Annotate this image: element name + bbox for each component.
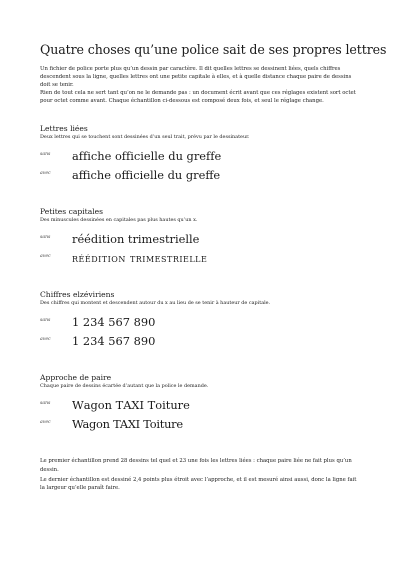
sample-text: Wagon TAXI Toiture: [72, 398, 190, 413]
sample-row: [40, 399, 361, 418]
section-description: Deux lettres qui se touchent sont dessinées d’un seul trait, prévu par le dessinateur.: [40, 134, 250, 141]
section-description: Chaque paire de dessins écartée d’autant que la police le demande.: [40, 383, 209, 390]
section-ligatures: [40, 124, 361, 188]
sample-label: sans: [40, 152, 51, 158]
conclusion: [40, 457, 361, 491]
sample-row: [40, 335, 361, 354]
section-small-caps: [40, 207, 361, 271]
sample-text: affiche officielle du greffe: [72, 149, 222, 164]
sample-text: Wagon TAXI Toiture: [72, 417, 183, 432]
sample-row: [40, 233, 361, 252]
section-kerning: [40, 373, 361, 437]
sample-label: sans: [40, 318, 51, 324]
sample-row: [40, 150, 361, 169]
sample-row: [40, 169, 361, 188]
sample-text: réédition trimestrielle: [72, 251, 208, 266]
sample-label: avec: [40, 171, 51, 177]
section-title: Approche de paire: [40, 373, 112, 383]
sample-label: avec: [40, 337, 51, 343]
intro-paragraph: Un fichier de police porte plus qu’un dessin par caractère. Il dit quelles lettres se dessinent liées, quels chiffres descendent sous la ligne, quelles lettres ont une petite capitale à elles, et à quelle distance chaque paire de dessins doit se tenir.: [40, 66, 352, 89]
section-title: Lettres liées: [40, 124, 88, 134]
section-title: Chiffres elzéviriens: [40, 290, 115, 300]
section-description: Des chiffres qui montent et descendent autour du x au lieu de se tenir à hauteur de capitale.: [40, 300, 271, 307]
document-title: Quatre choses qu’une police sait de ses propres lettres: [40, 42, 387, 57]
conclusion-paragraph: Le dernier échantillon est dessiné 2,4 points plus étroit avec l’approche, et il est mesuré ainsi aussi, donc la ligne fait la largeur qu’elle paraît faire.: [40, 476, 357, 491]
sample-row: [40, 316, 361, 335]
conclusion-paragraph: Le premier échantillon prend 28 dessins tel quel et 23 une fois les lettres liées : chaque paire liée ne fait plus qu’un dessin.: [40, 458, 352, 473]
section-oldstyle-figures: [40, 290, 361, 354]
sample-text: 1 234 567 890: [72, 315, 156, 330]
sample-text: 1 234 567 890: [72, 334, 156, 349]
sample-text: réédition trimestrielle: [72, 232, 200, 247]
sample-label: sans: [40, 401, 51, 407]
sample-text: affiche officielle du greffe: [72, 168, 221, 183]
sample-label: avec: [40, 420, 51, 426]
sample-row: [40, 252, 361, 271]
sample-row: [40, 418, 361, 437]
intro-paragraph: Rien de tout cela ne sert tant qu’on ne le demande pas : un document écrit avant que ces réglages existent sort octet pour octet comme avant. Chaque échantillon ci-dessous est composé deux fois, et seul le réglage change.: [40, 90, 356, 105]
intro: [40, 65, 361, 105]
sample-label: sans: [40, 235, 51, 241]
sample-label: avec: [40, 254, 51, 260]
section-description: Des minuscules dessinées en capitales pas plus hautes qu’un x.: [40, 217, 198, 224]
section-title: Petites capitales: [40, 207, 104, 217]
